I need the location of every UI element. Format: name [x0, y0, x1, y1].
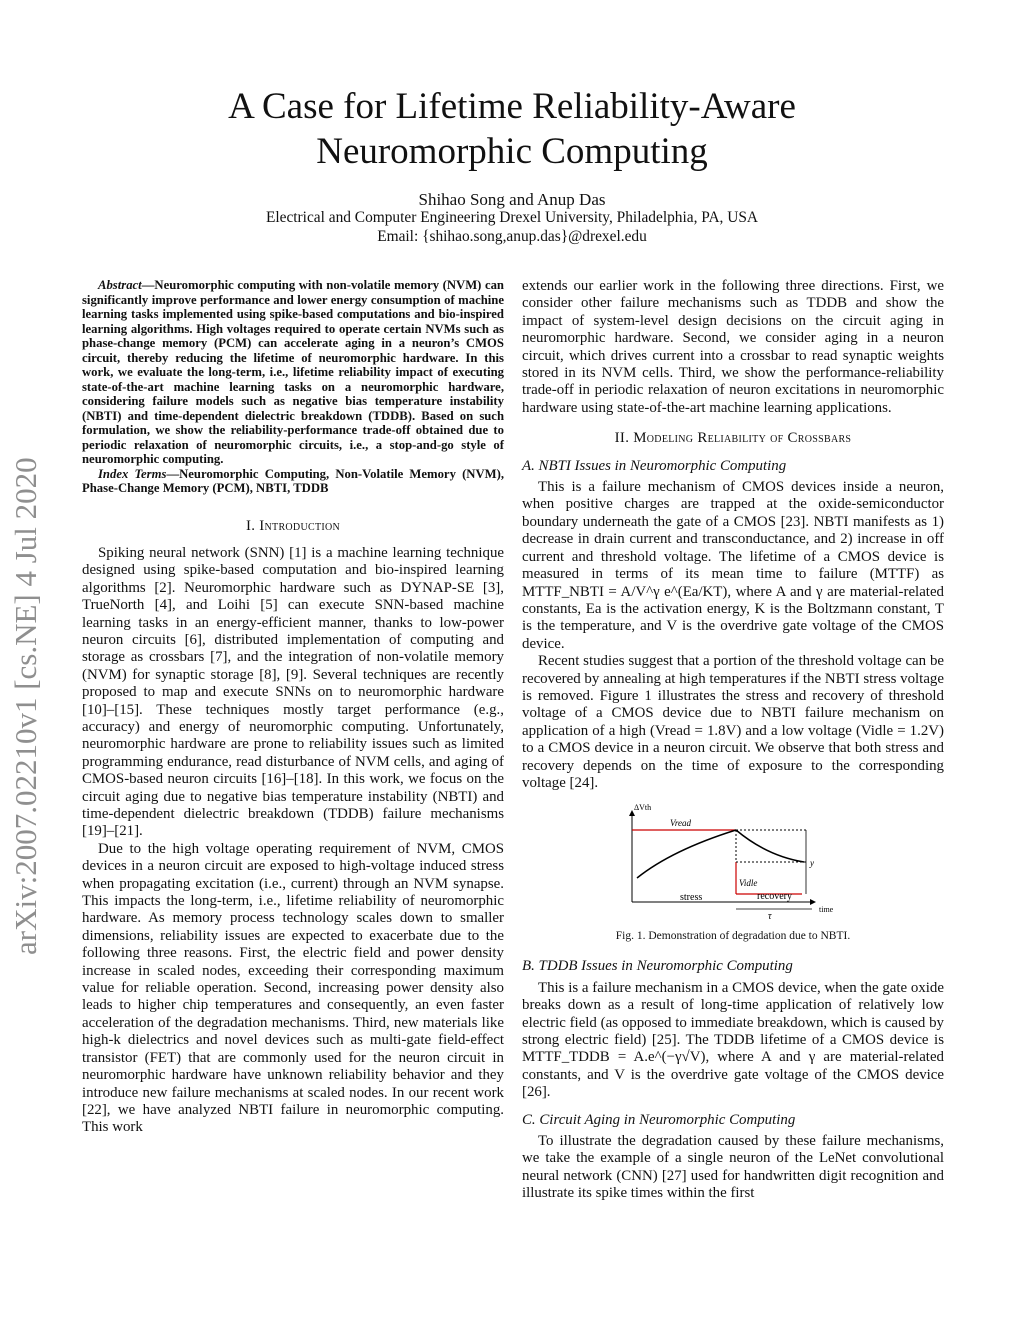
index-terms-label: Index Terms: [98, 466, 167, 481]
tau-label: τ: [768, 911, 772, 921]
time-label: time: [819, 905, 834, 915]
recovery-label: recovery: [757, 891, 792, 903]
intro-paragraph-1: Spiking neural network (SNN) [1] is a machine learning technique designed using spike-based computation and bio-inspired learning algorithms [2]. Neuromorphic hardware such as DYNAP-SE [3], TrueNorth [4], and Loihi [5] can execute SNN-based machine learning tasks in an energy-efficient manner, thanks to low-power neuron circuits [6], distributed implementation of computing and storage as crossbars [7], and the integration of non-volatile memory (NVM) for synaptic storage [8], [9]. Several techniques are recently proposed to map and execute SNNs on to neuromorphic hardware [10]–[15]. These techniques mostly target performance (e.g., accuracy) and energy of neuromorphic computing. Unfortunately, neuromorphic hardware are prone to reliability issues such as limited programming endurance, read disturbance of NVM cells, and aging of CMOS-based neuron circuits [16]–[18]. In this work, we focus on the circuit aging due to negative bias temperature instability (NBTI) and time-dependent dielectric breakdown (TDDB) failure mechanisms [19]–[21].: [82, 544, 504, 840]
subsection-c-heading: C. Circuit Aging in Neuromorphic Computing: [522, 1111, 796, 1128]
section-heading-modeling: II. Modeling Reliability of Crossbars: [614, 430, 852, 447]
aging-paragraph: To illustrate the degradation caused by these failure mechanisms, we take the example of a single neuron of the LeNet convolutional neural network (CNN) [27] used for handwritten digit recognition and illustrate its spike times within the first: [522, 1133, 944, 1202]
figure-1: [522, 802, 944, 952]
tddb-paragraph: This is a failure mechanism in a CMOS device, when the gate oxide breaks down as a result of long-time application of relatively low electric field (as opposed to immediate breakdown, which is caused by strong electric field) [25]. The TDDB lifetime of a CMOS device is MTTF_TDDB = A.e^(−γ√V), where A and γ are material-related constants, and V is the overdrive gate voltage of the CMOS device [26].: [522, 979, 944, 1101]
recovery-curve: [736, 830, 804, 862]
vread-label: Vread: [670, 818, 691, 829]
stress-label: stress: [680, 892, 703, 904]
ylabel-text: ΔVth: [634, 803, 652, 813]
abstract-text: —Neuromorphic computing with non-volatile memory (NVM) can significantly improve performance and lower energy consumption of machine learning tasks implemented using spike-based computations and bio-inspired learning algorithms. High voltages required to operate certain NVMs such as phase-change memory (PCM) can accelerate aging in a neuron’s CMOS circuit, thereby reducing the lifetime of neuromorphic hardware. In this work, we evaluate the long-term, i.e., lifetime reliability impact of executing state-of-the-art machine learning tasks on a neuromorphic hardware, considering failure models such as negative bias temperature instability (NBTI) and time-dependent dielectric breakdown (TDDB). Based on such formulation, we show the reliability-performance trade-off obtained due to periodic relaxation of neuromorphic circuits, i.e., a stop-and-go style of neuromorphic computing.: [82, 278, 504, 466]
affiliation: Electrical and Computer Engineering Drexel University, Philadelphia, PA, USA: [265, 209, 759, 226]
subsection-b-heading: B. TDDB Issues in Neuromorphic Computing: [522, 958, 793, 975]
right-column: [522, 278, 944, 1203]
arxiv-stamp: arXiv:2007.02210v1 [cs.NE] 4 Jul 2020: [8, 457, 43, 955]
subsection-a-heading: A. NBTI Issues in Neuromorphic Computing: [522, 457, 787, 474]
figure-caption: Fig. 1. Demonstration of degradation due to NBTI.: [615, 929, 851, 942]
abstract-label: Abstract: [98, 278, 142, 292]
stress-curve: [637, 830, 736, 878]
title-line-1: A Case for Lifetime Reliability-Aware: [228, 86, 796, 127]
title-line-2: Neuromorphic Computing: [316, 131, 708, 172]
section-heading-introduction: I. Introduction: [245, 517, 341, 534]
paper-title: [0, 84, 1024, 174]
nbti-diagram: [522, 802, 944, 920]
index-terms: [82, 467, 504, 496]
authors: Shihao Song and Anup Das: [418, 190, 606, 209]
vidle-label: Vidle: [739, 878, 758, 889]
right-paragraph-1: extends our earlier work in the following three directions. First, we consider other failure mechanisms such as TDDB and show the impact of system-level design decisions on the circuit aging in neuromorphic hardware. Second, we consider aging in a neuron circuit, which drives current into a crossbar to read synaptic weights stored in its NVM cells. Third, we show the performance-reliability trade-off in periodic relaxation of neuron excitations in neuromorphic hardware using state-of-the-art machine learning applications.: [522, 278, 944, 416]
y-label: y: [810, 858, 814, 869]
x-axis-arrow: [810, 899, 816, 905]
nbti-paragraph-2: Recent studies suggest that a portion of the threshold voltage can be recovered by annealing at high temperatures if the NBTI stress voltage is removed. Figure 1 illustrates the stress and recovery of threshold voltage of a CMOS device due to NBTI failure mechanism on application of a high (Vread = 1.8V) and a low voltage (Vidle = 1.2V) to a CMOS device in a neuron circuit. We observe that both stress and recovery depends on the time of exposure to the corresponding voltage [24].: [522, 653, 944, 791]
nbti-paragraph-1: This is a failure mechanism of CMOS devices inside a neuron, when positive charges are trapped at the oxide-semiconductor boundary underneath the gate of a CMOS [23]. NBTI manifests as 1) decrease in drain current and transconductance, and 2) increase in off current and threshold voltage. The lifetime of a CMOS device is measured in terms of its mean time to failure (MTTF) as MTTF_NBTI = A/V^γ e^(Ea/KT), where A and γ are material-related constants, Ea is the activation energy, K is the Boltzmann constant, T is the temperature, and V is the overdrive gate voltage of the CMOS device.: [522, 479, 944, 652]
intro-paragraph-2: Due to the high voltage operating requirement of NVM, CMOS devices in a neuron circuit are exposed to high-voltage induced stress when propagating excitation (i.e., current) through an NVM synapse. This impacts the long-term, i.e., lifetime reliability of neuromorphic hardware. As memory process technology scales down to smaller dimensions, reliability issues are expected to exacerbate due to the following three reasons. First, the electric field and power density increase in scaled nodes, exceeding their corresponding maximum value for reliable operation. Second, increasing power density also leads to higher chip temperatures and consequently, an even faster acceleration of the degradation mechanisms. Third, new materials like high-k dielectrics and novel devices such as multi-gate field-effect transistor (FET) that are commonly used for the neuron circuit in neuromorphic hardware have unknown reliability behavior and they introduce new failure mechanisms at scaled nodes. In our recent work [22], we have analyzed NBTI failure in neuromorphic computing. This work: [82, 840, 504, 1136]
index-terms-text: —Neuromorphic Computing, Non-Volatile Memory (NVM), Phase-Change Memory (PCM), NBTI, TDDB: [82, 466, 504, 495]
left-column: [82, 278, 504, 1137]
email: Email: {shihao.song,anup.das}@drexel.edu: [377, 228, 647, 245]
abstract: [82, 278, 504, 467]
